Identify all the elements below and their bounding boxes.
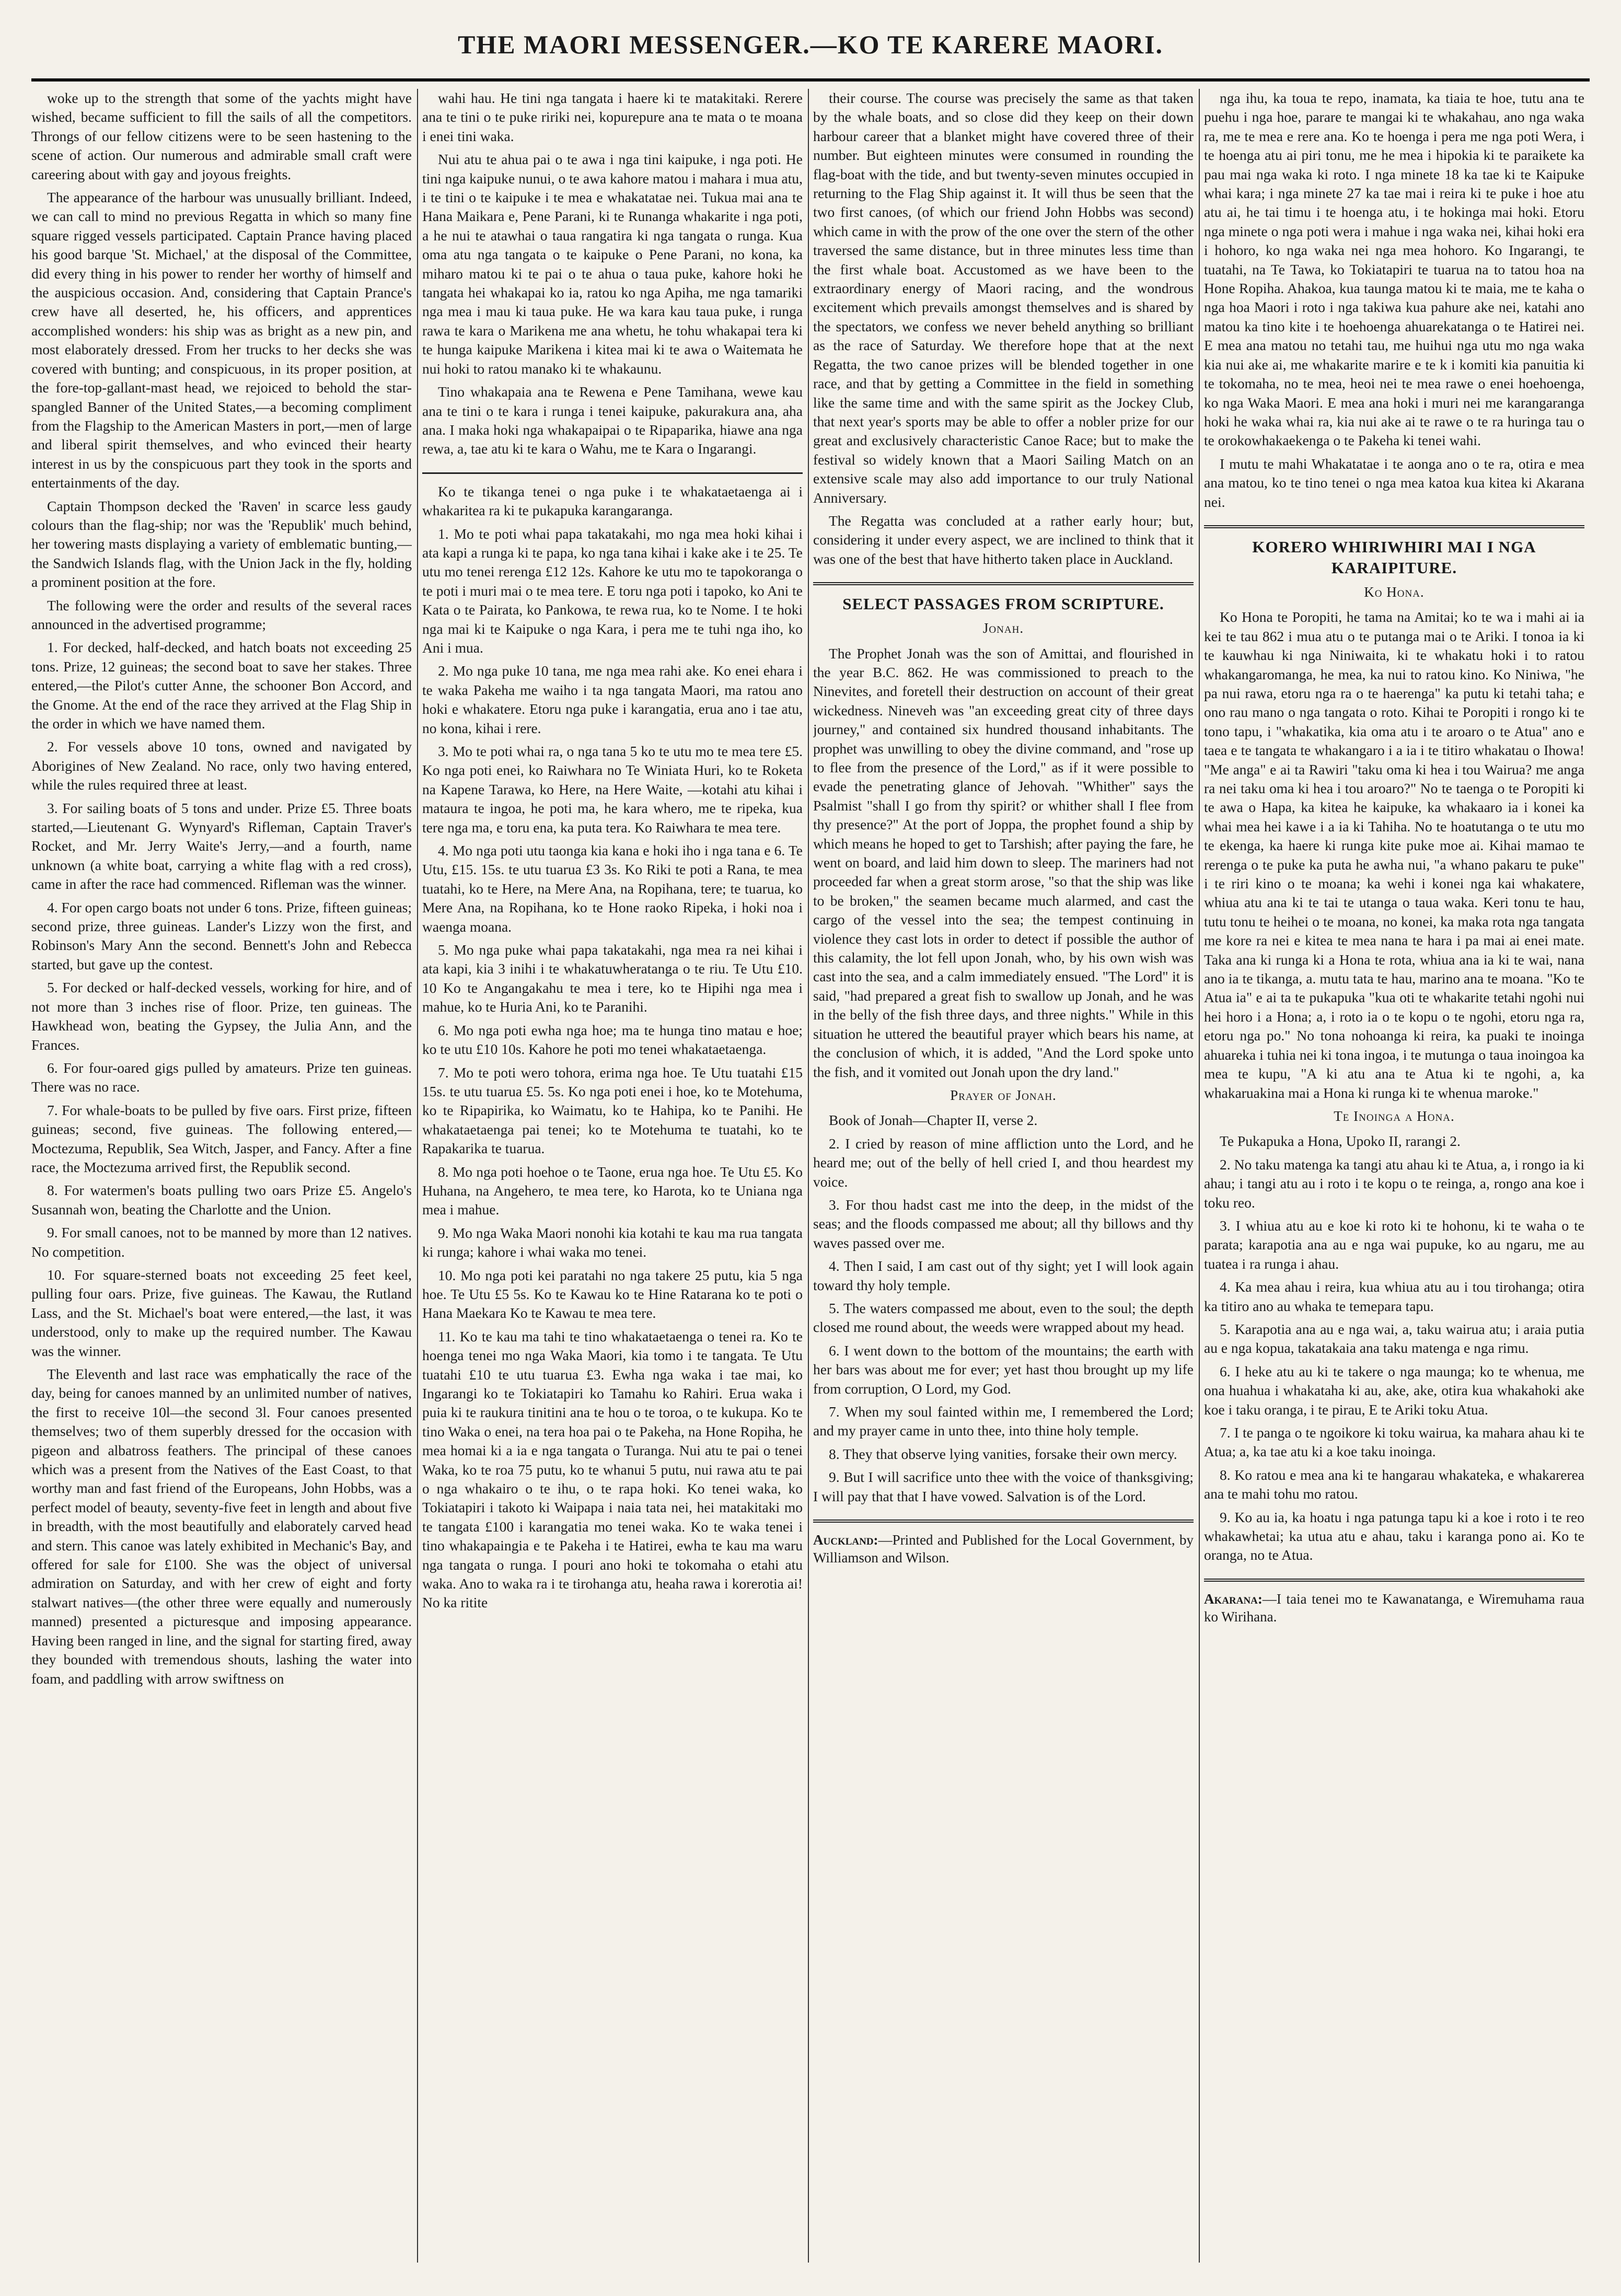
verse: 4. Ka mea ahau i reira, kua whiua atu au i tou tirohanga; otira ka titiro ano au whaka te temepara tapu. xyxy=(1204,1279,1584,1314)
paragraph: 1. For decked, half-decked, and hatch boats not exceeding 25 tons. Prize, 12 guineas; the second boat to save her stakes. Three entered,—the Pilot's cutter Anne, the schooner Bon Accord, and the Gnome. At the end of the race they arrived at the Flag Ship in the order in which we have named them. xyxy=(31,639,412,732)
column-4-scripture-maori xyxy=(1204,89,1584,2268)
imprint-text: —I taia tenei mo te Kawanatanga, e Wiremuhama raua ko Wirihana. xyxy=(1204,1591,1584,1625)
paragraph: their course. The course was precisely the same as that taken by the whale boats, and so close did they keep on their down harbour career that a blanket might have covered three of their number. But eighteen minutes were consumed in rounding the flag-boat with the tide, and but twenty-seven minutes occupied in returning to the Flag Ship against it. It will thus be seen that the two first canoes, (of which our friend John Hobbs was second) which came in with the prow of the one over the stern of the other traversed the same distance, but in three minutes less time than the first whale boat. Accustomed as we have been to the extraordinary energy of Maori racing, and the wondrous excitement which prevails amongst themselves and is shared by the spectators, we confess we never beheld anything so brilliant as the race of Saturday. We therefore hope that at the next Regatta, the two canoe prizes will be blended together in one race, and that by getting a Committee in the field in something like the same time and with the same spirit as the Jockey Club, that next year's sports may be able to offer a nobler prize for our great and exclusively characteristic Canoe Race; but to make the festival so widely known that a Maori Sailing Match on an extensive scale may also add importance to our truly National Anniversary. xyxy=(813,90,1194,506)
paragraph: 6. For four-oared gigs pulled by amateurs. Prize ten guineas. There was no race. xyxy=(31,1059,412,1095)
verse: 7. I te panga o te ngoikore ki toku wairua, ka mahara ahau ki te Atua; a, ka tae atu ki a koe taku inoinga. xyxy=(1204,1424,1584,1460)
section-divider xyxy=(813,582,1194,585)
column-rule xyxy=(1199,89,1200,2263)
paragraph: 2. For vessels above 10 tons, owned and navigated by Aborigines of New Zealand. No race, only two having entered, while the rules required three at least. xyxy=(31,738,412,793)
masthead xyxy=(31,21,1590,73)
prayer-heading: Te Inoinga a Hona. xyxy=(1334,1108,1455,1124)
verse: 6. I heke atu au ki te takere o nga maunga; ko te whenua, me ona huahua i whakataha ki au, ake, ake, otira kua whakahoki ake koe i taku oranga, i te pirau, E te Ariki toku Atua. xyxy=(1204,1363,1584,1418)
paragraph: Ko te tikanga tenei o nga puke i te whakataetaenga ai i whakaritea ra ki te pukapuka karangaranga. xyxy=(422,483,803,519)
section-title: KORERO WHIRIWHIRI MAI I NGA KARAIPITURE. xyxy=(1252,537,1536,577)
newspaper-page xyxy=(31,21,1590,2275)
paragraph: Nui atu te ahua pai o te awa i nga tini kaipuke, i nga poti. He tini nga kaipuke nunui, o te awa kahore matou i mahara i mua atu, i te tini o te kaipuke i te mea e whakatatae nei. Tukua mai ana te Hana Maikara e, Pene Parani, ki te Runanga whakarite i nga poti, a he nui te atawhai o taua rangatira ki nga tangata o runga. Kua oma atu nga tangata o te kaipuke o Pene Parani, no kona, ka miharo matou ki te pai o te ahua o taua puke, kahore hoki he tangata hei whakapai ko ia, ratou ko nga Apiha, me nga tamariki nga mea i mau ki taua puke. He wa kara kau taua puke, i runga rawa te kara o Marikena me ana whetu, he tohu whakapai tera ki te hunga kaipuke Marikena i kitea mai ki te awa o Waitemata he nui hoki to ratou manako ki te whakaunu. xyxy=(422,151,803,377)
column-rule xyxy=(417,89,418,2263)
paragraph: 10. Mo nga poti kei paratahi no nga takere 25 putu, kia 5 nga hoe. Te Utu £5 5s. Ko te Kawau ko te Hine Ratarana ko te poti o Hana Maekara Ko te Kawau te mea tere. xyxy=(422,1267,803,1321)
paragraph: 3. Mo te poti whai ra, o nga tana 5 ko te utu mo te mea tere £5. Ko nga poti enei, ko Raiwhara no Te Winiata Huri, ko te Roketa na Kapene Tarawa, ko Here, na Here Waite, —kotahi atu kihai i mataura te ingoa, he poti ma, he kara whero, me te ripeka, kua tere nga ma, e toru ena, ka puta tera. Ko Raiwhara te mea tere. xyxy=(422,743,803,836)
verse: 8. They that observe lying vanities, forsake their own mercy. xyxy=(829,1445,1177,1462)
verse: 4. Then I said, I am cast out of thy sight; yet I will look again toward thy holy temple. xyxy=(813,1258,1194,1293)
paragraph: woke up to the strength that some of the yachts might have wished, became sufficient to fill the sails of all the competitors. Throngs of our fellow citizens were to be seen hastening to the scene of action. Our numerous and admirable small craft were careering about with gay and joyous freights. xyxy=(31,90,412,182)
column-rule xyxy=(808,89,809,2263)
section-divider xyxy=(813,1520,1194,1523)
column-3-scripture-english xyxy=(813,89,1194,2268)
paragraph: 4. For open cargo boats not under 6 tons. Prize, fifteen guineas; second prize, three guineas. Lander's Lizzy won the first, and Robinson's Mary Ann the second. Bennett's John and Rebecca started, but gave up the contest. xyxy=(31,899,412,972)
verse: 3. For thou hadst cast me into the deep, in the midst of the seas; and the floods compassed me about; all thy billows and thy waves passed over me. xyxy=(813,1196,1194,1251)
paragraph: 4. Mo nga poti utu taonga kia kana e hoki iho i nga tana e 6. Te Utu, £15. 15s. te utu tuarua £3 3s. Ko Riki te poti a Rana, te mea tuatahi, ko te Here, na Mere Ana, na Ropihana, tere; te tuarua, ko Mere Ana, na Ropihana, ko te Hone raoko Ripeka, i hoki noa i waenga moana. xyxy=(422,842,803,935)
prayer-heading: Prayer of Jonah. xyxy=(950,1087,1057,1103)
section-divider xyxy=(1204,525,1584,528)
paragraph: I mutu te mahi Whakatatae i te aonga ano o te ra, otira e mea ana matou, ko te tino tenei o nga mea katoa kua kitea ki Akarana nei. xyxy=(1204,455,1584,510)
paragraph: 9. For small canoes, not to be manned by more than 12 natives. No competition. xyxy=(31,1224,412,1260)
verse: 9. Ko au ia, ka hoatu i nga patunga tapu ki a koe i roto i te reo whakawhetai; ka utua atu e ahau, taku i karanga pono ai. Ko te oranga, no te Atua. xyxy=(1204,1509,1584,1563)
section-subhead: Jonah. xyxy=(982,620,1024,636)
verse: 8. Ko ratou e mea ana ki te hangarau whakateka, e whakarerea ana te mahi tohu mo ratou. xyxy=(1204,1466,1584,1502)
paragraph: wahi hau. He tini nga tangata i haere ki te matakitaki. Rerere ana te tini o te puke ririki nei, kopurepure ana te mata o te moana i enei tini waka. xyxy=(422,90,803,144)
section-divider xyxy=(422,472,803,474)
masthead-rule xyxy=(31,78,1590,82)
verse: 5. The waters compassed me about, even to the soul; the depth closed me round about, the weeds were wrapped about my head. xyxy=(813,1300,1194,1336)
section-divider xyxy=(1204,1579,1584,1582)
paragraph: nga ihu, ka toua te repo, inamata, ka tiaia te hoe, tutu ana te puehu i nga hoe, parare te mangai ki te whakahau, ano nga waka ra, me te mea e rere ana. Ko te hoenga i pera me nga poti Wera, i te hoenga atu ai piri tonu, me he mea i hipokia ki te paraikete ka pau mai nga waka ki roto. I nga minete 18 ka tae ki te Kaipuke whai kara; i nga minete 27 ka tae mai i reira ki te puke i hoe atu atu ai, he tai timu i te hoenga atu, i te hokinga mai hoki. Etoru nga minete o nga poti wera i mahue i nga waka nei, kihai hoki era i hohoro, ko nga waka nei nga mea hohoro. Ko Ingarangi, te tuatahi, na Te Tawa, ko Tokiatapiri te tuarua na to tatou hoa na Hone Ropiha. Ahakoa, kua taunga matou ki te maia, me te kaha o nga hoa Maori i roto i nga takiwa kua pahure ake nei, katahi ano matou ka tino kite i te hoehoenga ahuarekatanga o te Hatirei nei. E mea ana matou no tetahi tau, me huihui nga utu mo nga waka kia nui ake ai, me whakarite marire e te k i komiti kia panuitia ki te tokomaha, no te mea, heoi nei te mea rawe o enei hoehoenga, ko nga Waka Maori. E mea ana hoki i muri nei me karangaranga hoki he waka whai ra, kia nui ake ai te rawe o te ra huringa tau o te orokowhakaekenga o te Pakeha ki tenei wahi. xyxy=(1204,90,1584,449)
paragraph: 11. Ko te kau ma tahi te tino whakataetaenga o tenei ra. Ko te hoenga tenei mo nga Waka Maori, kia tomo i te tangata. Te Utu tuatahi £10 te utu tuarua £3. Ewha nga waka i tae mai, ko Ingarangi ko te Tokiatapiri ko Tamahu ko Rahiri. Erua waka i puia ki te raukura tinitini ana te hou o te toroa, o te kukupa. Ko te tino Waka o enei, na tera hoa pai o te Pakeha, na Hone Ropiha, he mea homai ki a ia e nga tangata o Turanga. Nui atu te pai o tenei Waka, ko te roa 75 putu, ko te whanui 5 putu, nui rawa atu te pai o nga whakairo o te ihu, o te rapa hoki. Ko tenei waka, ko Tokiatapiri i takoto ki Waipapa i naia tata nei, hei matakitaki mo te tangata £100 i karangatia mo tenei waka. Ko te waka tenei i tino whakapaingia e te Pakeha i te Hatirei, ewha te kau ma waru nga tangata o runga. I pouri ano hoki te tokomaha o etahi atu waka. Ano to waka ra i te tirohanga atu, heaha rawa i korerotia ai! No ka ritite xyxy=(422,1328,803,1611)
paragraph: 5. For decked or half-decked vessels, working for hire, and of not more than 3 inches rise of floor. Prize, ten guineas. The Hawkhead won, beating the Gypsey, the Julia Ann, and the Frances. xyxy=(31,979,412,1053)
paragraph: The Prophet Jonah was the son of Amittai, and flourished in the year B.C. 862. He was commissioned to preach to the Ninevites, and foretell their destruction on account of their great wickedness. Nineveh was "an exceeding great city of three days journey," and contained six hundred thousand inhabitants. The prophet was unwilling to obey the divine command, and "rose up to flee from the presence of the Lord," as if it were possible to evade the penetrating glance of Jehovah. "Whither" says the Psalmist "shall I go from thy spirit? or whither shall I flee from thy presence?" At the port of Joppa, the prophet found a ship by which means he hoped to get to Tarshish; after paying the fare, he went on board, and laid him down to sleep. The mariners had not proceeded far when a great storm arose, "so that the ship was like to be broken," the seamen became much alarmed, and cast the cargo of the vessel into the sea; the tempest continuing in violence they cast lots in order to detect if possible the author of this calamity, the lot fell upon Jonah, who, by his own wish was cast into the sea, and a calm immediately ensued. "The Lord" it is said, "had prepared a great fish to swallow up Jonah, and he was in the belly of the fish three days, and three nights." While in this situation he uttered the beautiful prayer which bears his name, at the conclusion of which, it is added, "And the Lord spoke unto the fish, and it vomited out Jonah upon the dry land." xyxy=(813,645,1194,1080)
paragraph: 7. Mo te poti wero tohora, erima nga hoe. Te Utu tuatahi £15 15s. te utu tuarua £5. 5s. Ko nga poti enei i hoe, ko te Motehuma, ko te Ripapirika, ko Waimatu, ko te Hahipa, ko te Panihi. He whakataetaenga pai tenei; ko te Motehuma te tuatahi, ko te Rapakarika te tuarua. xyxy=(422,1064,803,1157)
paragraph: The Eleventh and last race was emphatically the race of the day, being for canoes manned by an unlimited number of natives, the first to receive 10l—the second 3l. Four canoes presented themselves; two of them superbly dressed for the occasion with pigeon and albatross feathers. The principal of these canoes which was a present from the Natives of the East Coast, to that worthy man and fast friend of the Europeans, John Hobbs, was a perfect model of beauty, seventy-five feet in length and about five in breadth, with the most beautifully and elaborately carved head and stern. This canoe was lately exhibited in Mechanic's Bay, and offered for sale for £100. She was the object of universal admiration on Saturday, and with her crew of eight and forty stalwart natives—(the other three were equally and numerously manned) presented a picturesque and imposing appearance. Having been ranged in line, and the signal for starting fired, away they bounded with tremendous shouts, lashing the water into foam, and paddling with arrow swiftness on xyxy=(31,1366,412,1687)
prayer-reference: Te Pukapuka a Hona, Upoko II, rarangi 2. xyxy=(1220,1133,1461,1150)
paragraph: 10. For square-sterned boats not exceeding 25 feet keel, pulling four oars. Prize, five guineas. The Kawau, the Rutland Lass, and the St. Michael's boat were entered,—the last, it was understood, only to make up the required number. The Kawau was the winner. xyxy=(31,1266,412,1359)
verse: 9. But I will sacrifice unto thee with the voice of thanksgiving; I will pay that that I have vowed. Salvation is of the Lord. xyxy=(813,1469,1194,1504)
imprint xyxy=(1204,1590,1584,1626)
paragraph: 8. For watermen's boats pulling two oars Prize £5. Angelo's Susannah won, beating the Charlotte and the Union. xyxy=(31,1182,412,1217)
verse: 6. I went down to the bottom of the mountains; the earth with her bars was about me for ever; yet hast thou brought up my life from corruption, O Lord, my God. xyxy=(813,1342,1194,1397)
paragraph: 3. For sailing boats of 5 tons and under. Prize £5. Three boats started,—Lieutenant G. Wynyard's Rifleman, Captain Traver's Rocket, and Mr. Jerry Waite's Jerry,—and a fourth, name unknown (a white boat, carrying a white flag with a red cross), came in after the race had commenced. Rifleman was the winner. xyxy=(31,799,412,892)
verse: 3. I whiua atu au e koe ki roto ki te hohonu, ki te waha o te parata; karapotia ana au e nga wai pupuke, ko au ngaru, me au tuatea i ra runga i ahau. xyxy=(1204,1217,1584,1272)
imprint-label: Akarana: xyxy=(1204,1591,1263,1607)
paragraph: 8. Mo nga poti hoehoe o te Taone, erua nga hoe. Te Utu £5. Ko Huhana, na Angehero, te mea tere, ko Harota, ko te Uniana nga mea i mahue. xyxy=(422,1163,803,1218)
column-1-regatta-english xyxy=(31,89,412,2268)
verse: 5. Karapotia ana au e nga wai, a, taku wairua atu; i araia putia au e nga kopua, takatakaia ana taku matenga e nga rimu. xyxy=(1204,1320,1584,1356)
paragraph: 2. Mo nga puke 10 tana, me nga mea rahi ake. Ko enei ehara i te waka Pakeha me waiho i ta nga tangata Maori, ma ratou ano hoki e whakatere. Etoru nga puke i karangatia, erua ano i tae atu, no kona, kihai i rere. xyxy=(422,663,803,736)
imprint-label: Auckland: xyxy=(813,1532,878,1548)
paragraph: 1. Mo te poti whai papa takatakahi, mo nga mea hoki kihai i ata kapi a runga ki te papa, ko nga tana kihai i kake ake i te 25. Te utu mo tenei rerenga £12 12s. Kahore ke utu mo te tapokoranga o te poti i muri mai o te mea tere. E toru nga poti i tapoko, ko Ani te Kata o te Pairata, ko Pankowa, te rewa rua, ko te Nome. I te hoki nga mai ki te Kaipuke o nga Kara, i pera me te tuhi nga iho, ko Ani i mua. xyxy=(422,525,803,656)
paragraph: 6. Mo nga poti ewha nga hoe; ma te hunga tino matau e hoe; ko te utu £10 10s. Kahore he poti mo tenei whakataetaenga. xyxy=(422,1022,803,1058)
imprint-text: —Printed and Published for the Local Government, by Williamson and Wilson. xyxy=(813,1532,1194,1566)
paragraph: 9. Mo nga Waka Maori nonohi kia kotahi te kau ma rua tangata ki runga; kahore i whai waka mo tenei. xyxy=(422,1224,803,1260)
column-2-regatta-maori xyxy=(422,89,803,2268)
verse: 2. No taku matenga ka tangi atu ahau ki te Atua, a, i rongo ia ki ahau; i tangi atu au i roto i te kopu o te reinga, a, rongo ana koe i toku reo. xyxy=(1204,1156,1584,1211)
section-title: SELECT PASSAGES FROM SCRIPTURE. xyxy=(842,595,1164,613)
paragraph: 7. For whale-boats to be pulled by five oars. First prize, fifteen guineas; second, five guineas. The following entered,—Moctezuma, Republik, Sea Witch, Jasper, and Fancy. After a fine race, the Moctezuma arrived first, the Republik second. xyxy=(31,1101,412,1175)
paragraph: The Regatta was concluded at a rather early hour; but, considering it under every aspect, we are inclined to think that it was one of the best that have hitherto taken place in Auckland. xyxy=(813,512,1194,567)
paragraph: Tino whakapaia ana te Rewena e Pene Tamihana, wewe kau ana te tini o te kara i runga i tenei kaipuke, pakurakura ana, aha ana. I maka hoki nga whakapaipai o te Ripaparika, hiawe ana nga rewa, a, tae atu ki te kara o Wahu, me te Kara o Ingarangi. xyxy=(422,384,803,457)
verse: 7. When my soul fainted within me, I remembered the Lord; and my prayer came in unto thee, into thine holy temple. xyxy=(813,1404,1194,1439)
prayer-reference: Book of Jonah—Chapter II, verse 2. xyxy=(829,1112,1038,1129)
masthead-title: THE MAORI MESSENGER.—KO TE KARERE MAORI. xyxy=(457,30,1164,59)
paragraph: 5. Mo nga puke whai papa takatakahi, nga mea ra nei kihai i ata kapi, kia 3 inihi i te whakatuwheratanga o te riu. Te Utu £10. 10 Ko te Angangakahu te mea i tere, ko te Hipihi nga mea i mahue, ko te Huria Ani, ko te Paranihi. xyxy=(422,942,803,1015)
paragraph: The appearance of the harbour was unusually brilliant. Indeed, we can call to mind no previous Regatta in which so many fine square rigged vessels participated. Captain Prance having placed his good barque 'St. Michael,' at the disposal of the Committee, did every thing in his power to render her worthy of himself and the auspicious occasion. And, considering that Captain Prance's crew have all deserted, he, his officers, and apprentices accomplished wonders: his ship was as bright as a new pin, and most elaborately dressed. From her trucks to her decks she was covered with bunting; and conspicuous, in its proper position, at the fore-top-gallant-mast head, we rejoiced to behold the star-spangled Banner of the United States,—a becoming compliment from the Flagship to the American Masters in port,—men of large and liberal spirit themselves, and who evinced their hearty interest in us by the conspicuous part they took in the sports and entertainments of the day. xyxy=(31,189,412,491)
section-subhead: Ko Hona. xyxy=(1364,584,1425,600)
verse: 2. I cried by reason of mine affliction unto the Lord, and he heard me; out of the belly of hell cried I, and thou heardest my voice. xyxy=(813,1135,1194,1190)
paragraph: Captain Thompson decked the 'Raven' in scarce less gaudy colours than the flag-ship; nor was the 'Republik' much behind, her towering masts displaying a variety of emblematic bunting,—the Sandwich Islands flag, with the Union Jack in the fly, holding a prominent position at the fore. xyxy=(31,497,412,590)
paragraph: The following were the order and results of the several races announced in the advertised programme; xyxy=(31,597,412,632)
paragraph: Ko Hona te Poropiti, he tama na Amitai; ko te wa i mahi ai ia kei te tau 862 i mua atu o te putanga mai o te Ariki. I tonoa ia ki te kauwhau ki nga Niniwaita, ki te whakatu hoki i to ratou whakangaromanga, he mea, ka nui to ratou kino. Ko Niniwa, "he pa nui rawa, etoru nga ra o te haerenga" ka putu ki tetahi taha; e ono rau mano o nga tangata o roto. Kihai te Poropiti i rongo ki te tono tapu, i "whakatika, kia oma atu i te aroaro o te Atua" ano e taea e te tangata te whakangaro i a ia i te titiro whakatau o Ihowa! "Me anga" e ai ta Rawiri "taku oma ki hea i tou Wairua? me anga ra nei taku oma ki hea i tou aroaro?" No te taenga o te Poropiti ki te awa o Hapa, ka kitea he kaipuke, ka whakaaro ia i konei ka whai mea hei kawe i a ia ki Tahiha. No te hoatutanga o te utu mo te ekenga, ka haere ki runga kite puke moe ai. Kihai mamao te rerenga o te puke ka puta he awha nui, "a whano pakaru te puke" i te riri kino o te moana; ka wehi i konei nga kai whakatere, whiua atu ana ki te tai te utanga o taua waka. Keri tonu te hau, tutu tonu te heihei o te moana, no konei, ka maka rota nga tangata me kore ra nei e kitea te mea nana te hara i pa mai ai enei mate. Taka ana ki runga ki a Hona te rota, whiua ana ia ki te wai, nana ano ia te tikanga, a. mutu tata te hau, marino ana te moana. "Ko te Atua ia" e ai ta te pukapuka "kua oti te whakarite tetahi ngohi nui hei horo i a Hona; a, i roto ia o te kopu o te ngohi, etoru nga ra, etoru nga po." No tona nohoanga ki reira, ka puaki te inoinga ahuareka i tuhia nei ki tona ingoa, i te mutunga o taua inoingoa ka mea te kupu, "A ki atu ana te Atua ki te ngohi, a, ka whakaruakina mai a Hona ki runga ki te whenua maroke." xyxy=(1204,609,1584,1101)
imprint xyxy=(813,1531,1194,1567)
